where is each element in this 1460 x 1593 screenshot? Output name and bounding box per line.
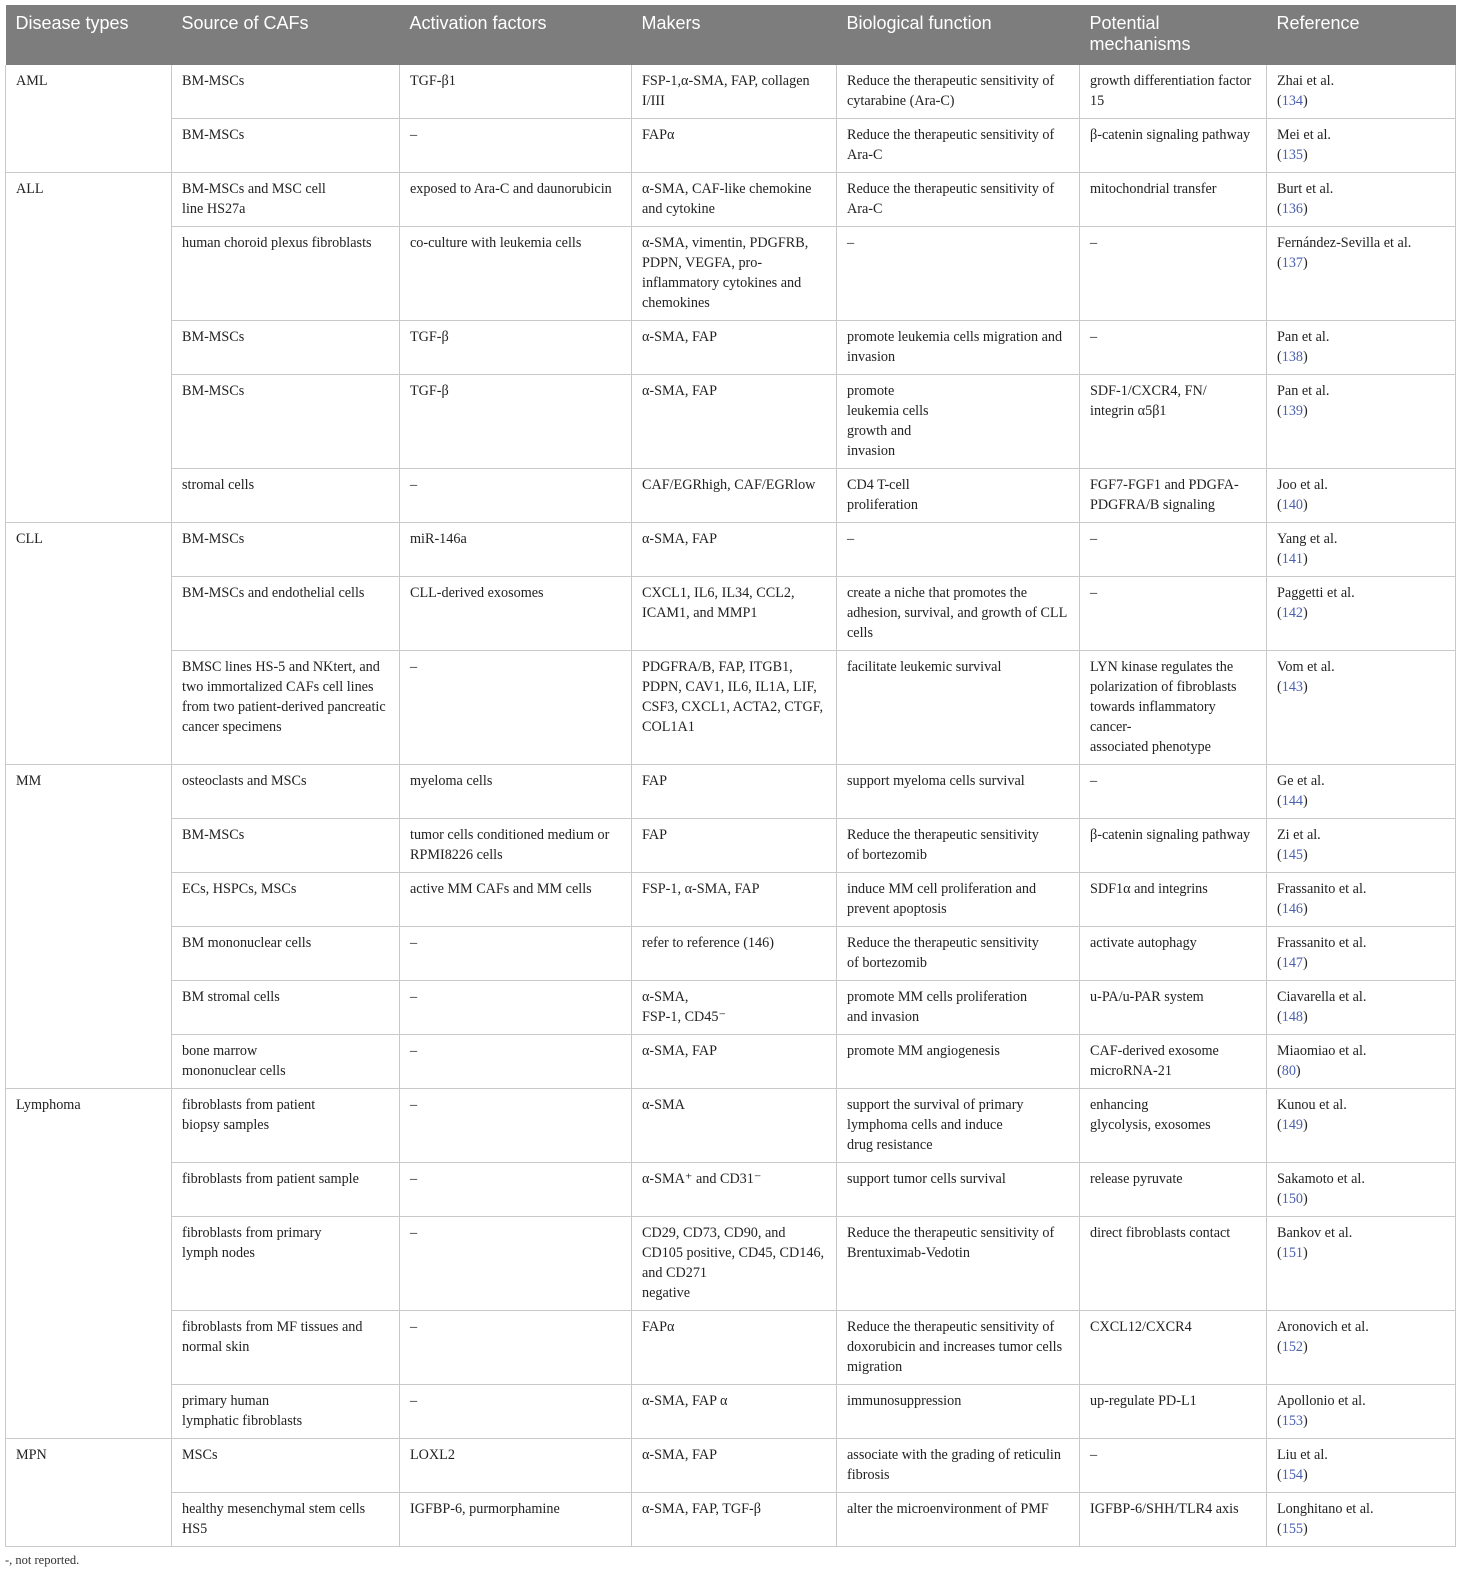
- table-row: [6, 651, 1456, 765]
- mechanism-cell: activate autophagy: [1080, 927, 1267, 981]
- table-row: [6, 1163, 1456, 1217]
- activation-factor-cell: –: [400, 1385, 632, 1439]
- reference-author: Liu et al.: [1277, 1447, 1328, 1463]
- table-row: [6, 1311, 1456, 1385]
- reference-author: Burt et al.: [1277, 181, 1334, 197]
- source-cell: BM-MSCs: [172, 523, 400, 577]
- biological-function-cell: promote MM angiogenesis: [837, 1035, 1080, 1089]
- source-cell: BM-MSCs and endothelial cells: [172, 577, 400, 651]
- activation-factor-cell: –: [400, 981, 632, 1035]
- reference-author: Bankov et al.: [1277, 1225, 1353, 1241]
- reference-cell: Pan et al. (138): [1267, 321, 1456, 375]
- reference-link[interactable]: 143: [1281, 679, 1304, 695]
- makers-cell: α-SMA, FAP: [632, 1035, 837, 1089]
- reference-cell: Liu et al. (154): [1267, 1439, 1456, 1493]
- table-row: [6, 1439, 1456, 1493]
- mechanism-cell: u-PA/u-PAR system: [1080, 981, 1267, 1035]
- makers-cell: CXCL1, IL6, IL34, CCL2, ICAM1, and MMP1: [632, 577, 837, 651]
- reference-link[interactable]: 151: [1281, 1245, 1304, 1261]
- mechanism-cell: β-catenin signaling pathway: [1080, 819, 1267, 873]
- reference-author: Yang et al.: [1277, 531, 1338, 547]
- reference-cell: Longhitano et al. (155): [1267, 1493, 1456, 1547]
- biological-function-cell: facilitate leukemic survival: [837, 651, 1080, 765]
- reference-link[interactable]: 147: [1281, 955, 1304, 971]
- source-cell: bone marrow mononuclear cells: [172, 1035, 400, 1089]
- reference-cell: Miaomiao et al. (80): [1267, 1035, 1456, 1089]
- reference-cell: Bankov et al. (151): [1267, 1217, 1456, 1311]
- reference-author: Paggetti et al.: [1277, 585, 1355, 601]
- source-cell: fibroblasts from patient sample: [172, 1163, 400, 1217]
- reference-author: Ciavarella et al.: [1277, 989, 1367, 1005]
- mechanism-cell: direct fibroblasts contact: [1080, 1217, 1267, 1311]
- table-row: [6, 1217, 1456, 1311]
- biological-function-cell: CD4 T-cell proliferation: [837, 469, 1080, 523]
- makers-cell: α-SMA, FAP: [632, 321, 837, 375]
- activation-factor-cell: –: [400, 651, 632, 765]
- source-cell: BM-MSCs: [172, 321, 400, 375]
- source-cell: healthy mesenchymal stem cells HS5: [172, 1493, 400, 1547]
- activation-factor-cell: –: [400, 1089, 632, 1163]
- table-row: [6, 65, 1456, 119]
- disease-type-cell: Lymphoma: [6, 1089, 172, 1439]
- header-cell: Source of CAFs: [172, 5, 400, 65]
- source-cell: human choroid plexus fibroblasts: [172, 227, 400, 321]
- reference-author: Miaomiao et al.: [1277, 1043, 1367, 1059]
- reference-cell: Frassanito et al. (146): [1267, 873, 1456, 927]
- makers-cell: FAP: [632, 765, 837, 819]
- activation-factor-cell: TGF-β1: [400, 65, 632, 119]
- biological-function-cell: alter the microenvironment of PMF: [837, 1493, 1080, 1547]
- makers-cell: α-SMA, FAP α: [632, 1385, 837, 1439]
- reference-cell: Paggetti et al. (142): [1267, 577, 1456, 651]
- header-cell: Potential mechanisms: [1080, 5, 1267, 65]
- reference-author: Vom et al.: [1277, 659, 1335, 675]
- reference-link[interactable]: 150: [1281, 1191, 1304, 1207]
- table-row: [6, 1035, 1456, 1089]
- activation-factor-cell: –: [400, 469, 632, 523]
- reference-link[interactable]: 135: [1281, 147, 1304, 163]
- table-row: [6, 1493, 1456, 1547]
- reference-link[interactable]: 152: [1281, 1339, 1304, 1355]
- source-cell: fibroblasts from primary lymph nodes: [172, 1217, 400, 1311]
- biological-function-cell: support myeloma cells survival: [837, 765, 1080, 819]
- reference-cell: Apollonio et al. (153): [1267, 1385, 1456, 1439]
- header-cell: Reference: [1267, 5, 1456, 65]
- reference-link[interactable]: 137: [1281, 255, 1304, 271]
- mechanism-cell: CAF-derived exosome microRNA-21: [1080, 1035, 1267, 1089]
- table-row: [6, 873, 1456, 927]
- activation-factor-cell: miR-146a: [400, 523, 632, 577]
- reference-cell: Ge et al. (144): [1267, 765, 1456, 819]
- source-cell: BM stromal cells: [172, 981, 400, 1035]
- source-cell: BM-MSCs: [172, 119, 400, 173]
- reference-link[interactable]: 154: [1281, 1467, 1304, 1483]
- reference-link[interactable]: 134: [1281, 93, 1304, 109]
- activation-factor-cell: myeloma cells: [400, 765, 632, 819]
- biological-function-cell: promote leukemia cells migration and invasion: [837, 321, 1080, 375]
- table-row: [6, 1385, 1456, 1439]
- disease-type-cell: MM: [6, 765, 172, 1089]
- source-cell: ECs, HSPCs, MSCs: [172, 873, 400, 927]
- reference-author: Zi et al.: [1277, 827, 1321, 843]
- makers-cell: α-SMA: [632, 1089, 837, 1163]
- reference-link[interactable]: 142: [1281, 605, 1304, 621]
- table-body: [6, 65, 1456, 1547]
- table-row: [6, 577, 1456, 651]
- disease-type-cell: CLL: [6, 523, 172, 765]
- source-cell: BM-MSCs: [172, 65, 400, 119]
- reference-author: Frassanito et al.: [1277, 935, 1367, 951]
- reference-link[interactable]: 144: [1281, 793, 1304, 809]
- reference-cell: Kunou et al. (149): [1267, 1089, 1456, 1163]
- reference-author: Pan et al.: [1277, 383, 1330, 399]
- makers-cell: FAPα: [632, 119, 837, 173]
- source-cell: osteoclasts and MSCs: [172, 765, 400, 819]
- biological-function-cell: promote MM cells proliferation and invasion: [837, 981, 1080, 1035]
- activation-factor-cell: co-culture with leukemia cells: [400, 227, 632, 321]
- makers-cell: CAF/EGRhigh, CAF/EGRlow: [632, 469, 837, 523]
- activation-factor-cell: –: [400, 1163, 632, 1217]
- reference-link[interactable]: 153: [1281, 1413, 1304, 1429]
- source-cell: BMSC lines HS-5 and NKtert, and two immortalized CAFs cell lines from two patient-derived pancreatic cancer specimens: [172, 651, 400, 765]
- table-header: [6, 5, 1456, 65]
- table-footnote: -, not reported.: [5, 1553, 80, 1567]
- reference-link[interactable]: 149: [1281, 1117, 1304, 1133]
- reference-author: Fernández-Sevilla et al.: [1277, 235, 1412, 251]
- reference-cell: Zi et al. (145): [1267, 819, 1456, 873]
- table-container: [5, 5, 1455, 1568]
- makers-cell: FAP: [632, 819, 837, 873]
- mechanism-cell: –: [1080, 1439, 1267, 1493]
- reference-author: Aronovich et al.: [1277, 1319, 1369, 1335]
- header-row: [6, 5, 1456, 65]
- reference-author: Longhitano et al.: [1277, 1501, 1374, 1517]
- table-row: [6, 765, 1456, 819]
- activation-factor-cell: LOXL2: [400, 1439, 632, 1493]
- disease-type-cell: ALL: [6, 173, 172, 523]
- mechanism-cell: release pyruvate: [1080, 1163, 1267, 1217]
- mechanism-cell: CXCL12/CXCR4: [1080, 1311, 1267, 1385]
- makers-cell: PDGFRA/B, FAP, ITGB1, PDPN, CAV1, IL6, IL1A, LIF, CSF3, CXCL1, ACTA2, CTGF, COL1A1: [632, 651, 837, 765]
- source-cell: BM-MSCs: [172, 819, 400, 873]
- table-row: [6, 227, 1456, 321]
- activation-factor-cell: tumor cells conditioned medium or RPMI8226 cells: [400, 819, 632, 873]
- header-cell: Disease types: [6, 5, 172, 65]
- makers-cell: α-SMA, FSP-1, CD45⁻: [632, 981, 837, 1035]
- mechanism-cell: –: [1080, 227, 1267, 321]
- activation-factor-cell: –: [400, 1311, 632, 1385]
- reference-author: Frassanito et al.: [1277, 881, 1367, 897]
- reference-cell: Frassanito et al. (147): [1267, 927, 1456, 981]
- reference-link[interactable]: 136: [1281, 201, 1304, 217]
- table-row: [6, 469, 1456, 523]
- reference-author: Pan et al.: [1277, 329, 1330, 345]
- makers-cell: α-SMA, FAP: [632, 375, 837, 469]
- biological-function-cell: support tumor cells survival: [837, 1163, 1080, 1217]
- source-cell: MSCs: [172, 1439, 400, 1493]
- source-cell: stromal cells: [172, 469, 400, 523]
- reference-author: Kunou et al.: [1277, 1097, 1347, 1113]
- source-cell: primary human lymphatic fibroblasts: [172, 1385, 400, 1439]
- reference-cell: Fernández-Sevilla et al. (137): [1267, 227, 1456, 321]
- biological-function-cell: promote leukemia cells growth and invasion: [837, 375, 1080, 469]
- activation-factor-cell: exposed to Ara-C and daunorubicin: [400, 173, 632, 227]
- mechanism-cell: SDF1α and integrins: [1080, 873, 1267, 927]
- biological-function-cell: induce MM cell proliferation and prevent apoptosis: [837, 873, 1080, 927]
- table-row: [6, 523, 1456, 577]
- table-row: [6, 173, 1456, 227]
- makers-cell: refer to reference (146): [632, 927, 837, 981]
- reference-cell: Zhai et al. (134): [1267, 65, 1456, 119]
- makers-cell: α-SMA, FAP: [632, 523, 837, 577]
- reference-author: Apollonio et al.: [1277, 1393, 1366, 1409]
- mechanism-cell: SDF-1/CXCR4, FN/ integrin α5β1: [1080, 375, 1267, 469]
- disease-type-cell: MPN: [6, 1439, 172, 1547]
- reference-link[interactable]: 145: [1281, 847, 1304, 863]
- biological-function-cell: Reduce the therapeutic sensitivity of Ara-C: [837, 173, 1080, 227]
- biological-function-cell: Reduce the therapeutic sensitivity of bortezomib: [837, 927, 1080, 981]
- source-cell: fibroblasts from MF tissues and normal skin: [172, 1311, 400, 1385]
- mechanism-cell: enhancing glycolysis, exosomes: [1080, 1089, 1267, 1163]
- makers-cell: α-SMA, CAF-like chemokine and cytokine: [632, 173, 837, 227]
- mechanism-cell: LYN kinase regulates the polarization of fibroblasts towards inflammatory cancer- associated phenotype: [1080, 651, 1267, 765]
- header-cell: Activation factors: [400, 5, 632, 65]
- biological-function-cell: Reduce the therapeutic sensitivity of Brentuximab-Vedotin: [837, 1217, 1080, 1311]
- reference-cell: Pan et al. (139): [1267, 375, 1456, 469]
- mechanism-cell: –: [1080, 577, 1267, 651]
- reference-link[interactable]: 138: [1281, 349, 1304, 365]
- reference-link[interactable]: 155: [1281, 1521, 1304, 1537]
- reference-author: Zhai et al.: [1277, 73, 1335, 89]
- reference-author: Joo et al.: [1277, 477, 1328, 493]
- mechanism-cell: –: [1080, 765, 1267, 819]
- makers-cell: FSP-1, α-SMA, FAP: [632, 873, 837, 927]
- table-row: [6, 321, 1456, 375]
- caf-table: [5, 5, 1456, 1547]
- biological-function-cell: Reduce the therapeutic sensitivity of doxorubicin and increases tumor cells migration: [837, 1311, 1080, 1385]
- source-cell: BM-MSCs: [172, 375, 400, 469]
- mechanism-cell: up-regulate PD-L1: [1080, 1385, 1267, 1439]
- header-cell: Biological function: [837, 5, 1080, 65]
- mechanism-cell: FGF7-FGF1 and PDGFA-PDGFRA/B signaling: [1080, 469, 1267, 523]
- source-cell: BM-MSCs and MSC cell line HS27a: [172, 173, 400, 227]
- biological-function-cell: create a niche that promotes the adhesion, survival, and growth of CLL cells: [837, 577, 1080, 651]
- makers-cell: FSP-1,α-SMA, FAP, collagen I/III: [632, 65, 837, 119]
- mechanism-cell: IGFBP-6/SHH/TLR4 axis: [1080, 1493, 1267, 1547]
- reference-cell: Burt et al. (136): [1267, 173, 1456, 227]
- source-cell: fibroblasts from patient biopsy samples: [172, 1089, 400, 1163]
- table-row: [6, 1089, 1456, 1163]
- activation-factor-cell: IGFBP-6, purmorphamine: [400, 1493, 632, 1547]
- activation-factor-cell: TGF-β: [400, 375, 632, 469]
- reference-link[interactable]: 146: [1281, 901, 1304, 917]
- reference-cell: Ciavarella et al. (148): [1267, 981, 1456, 1035]
- table-row: [6, 819, 1456, 873]
- table-row: [6, 119, 1456, 173]
- reference-cell: Joo et al. (140): [1267, 469, 1456, 523]
- mechanism-cell: –: [1080, 523, 1267, 577]
- mechanism-cell: β-catenin signaling pathway: [1080, 119, 1267, 173]
- activation-factor-cell: –: [400, 1035, 632, 1089]
- table-row: [6, 927, 1456, 981]
- biological-function-cell: associate with the grading of reticulin fibrosis: [837, 1439, 1080, 1493]
- activation-factor-cell: –: [400, 1217, 632, 1311]
- biological-function-cell: immunosuppression: [837, 1385, 1080, 1439]
- reference-link[interactable]: 80: [1281, 1063, 1296, 1079]
- makers-cell: FAPα: [632, 1311, 837, 1385]
- reference-cell: Sakamoto et al. (150): [1267, 1163, 1456, 1217]
- biological-function-cell: Reduce the therapeutic sensitivity of cytarabine (Ara-C): [837, 65, 1080, 119]
- reference-author: Sakamoto et al.: [1277, 1171, 1365, 1187]
- table-row: [6, 981, 1456, 1035]
- reference-cell: Vom et al. (143): [1267, 651, 1456, 765]
- makers-cell: α-SMA, vimentin, PDGFRB, PDPN, VEGFA, pro-inflammatory cytokines and chemokines: [632, 227, 837, 321]
- reference-link[interactable]: 140: [1281, 497, 1304, 513]
- biological-function-cell: –: [837, 227, 1080, 321]
- makers-cell: CD29, CD73, CD90, and CD105 positive, CD45, CD146, and CD271 negative: [632, 1217, 837, 1311]
- biological-function-cell: support the survival of primary lymphoma cells and induce drug resistance: [837, 1089, 1080, 1163]
- makers-cell: α-SMA, FAP: [632, 1439, 837, 1493]
- reference-link[interactable]: 148: [1281, 1009, 1304, 1025]
- table-row: [6, 375, 1456, 469]
- reference-author: Mei et al.: [1277, 127, 1331, 143]
- activation-factor-cell: CLL-derived exosomes: [400, 577, 632, 651]
- source-cell: BM mononuclear cells: [172, 927, 400, 981]
- activation-factor-cell: TGF-β: [400, 321, 632, 375]
- makers-cell: α-SMA, FAP, TGF-β: [632, 1493, 837, 1547]
- header-cell: Makers: [632, 5, 837, 65]
- disease-type-cell: AML: [6, 65, 172, 173]
- makers-cell: α-SMA⁺ and CD31⁻: [632, 1163, 837, 1217]
- reference-cell: Aronovich et al. (152): [1267, 1311, 1456, 1385]
- activation-factor-cell: –: [400, 119, 632, 173]
- biological-function-cell: –: [837, 523, 1080, 577]
- activation-factor-cell: –: [400, 927, 632, 981]
- biological-function-cell: Reduce the therapeutic sensitivity of bortezomib: [837, 819, 1080, 873]
- biological-function-cell: Reduce the therapeutic sensitivity of Ara-C: [837, 119, 1080, 173]
- activation-factor-cell: active MM CAFs and MM cells: [400, 873, 632, 927]
- reference-cell: Yang et al. (141): [1267, 523, 1456, 577]
- reference-link[interactable]: 141: [1281, 551, 1304, 567]
- reference-cell: Mei et al. (135): [1267, 119, 1456, 173]
- reference-link[interactable]: 139: [1281, 403, 1304, 419]
- reference-author: Ge et al.: [1277, 773, 1325, 789]
- mechanism-cell: –: [1080, 321, 1267, 375]
- mechanism-cell: mitochondrial transfer: [1080, 173, 1267, 227]
- mechanism-cell: growth differentiation factor 15: [1080, 65, 1267, 119]
